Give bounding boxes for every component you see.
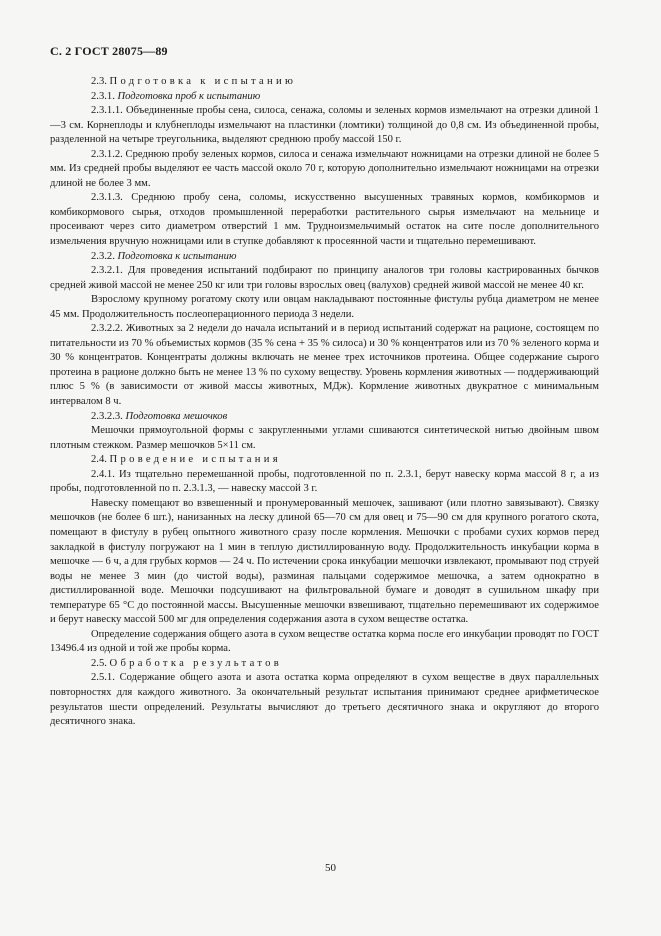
subsection-number: 2.3.2.3. <box>91 410 123 422</box>
section-heading <box>50 657 599 672</box>
subsection-title: Подготовка проб к испытанию <box>117 90 261 102</box>
section-title: Подготовка к испытанию <box>109 76 297 87</box>
paragraph: 2.5.1. Содержание общего азота и азота остатка корма определяют в сухом веществе в двух параллельных повторностях для каждого животного. За окончательный результат испытания принимают среднее арифметическое результатов шести определений. Результаты вычисляют до третьего десятичного знака и округляют до второго десятичного знака. <box>50 672 599 728</box>
section-number: 2.5. <box>91 657 107 669</box>
section-heading <box>50 453 599 468</box>
paragraph: Навеску помещают во взвешенный и пронумерованный мешочек, зашивают (или плотно завязывают). Связку мешочков (не более 6 шт.), нанизанных на леску длиной 65—70 см для овец и 75—90 см для крупного рогатого скота, помещают в фистулу в рубец опытного животного сразу после кормления. Мешочки с пробами сухих кормов перед закладкой в фистулу погружают на 1 мин в теплую дистиллированную воду. Продолжительность инкубации корма в мешочке — 6 ч, а для грубых кормов — 24 ч. По истечении срока инкубации мешочки извлекают, промывают под струей воды не менее 3 мин (до чистой воды), разминая пальцами содержимое мешочка, а затем однократно в дистиллированной воде. Мешочки подсушивают на фильтровальной бумаге и доводят в сушильном шкафу при температуре 65 °С до постоянной массы. Высушенные мешочки взвешивают, тщательно перемешивают их содержимое и берут навеску массой 500 мг для определения содержания азота в сухом веществе остатка. <box>50 497 599 626</box>
paragraph: 2.3.1.2. Среднюю пробу зеленых кормов, силоса и сенажа измельчают ножницами на отрезки длиной не более 5 мм. Из средней пробы выделяют ее часть массой около 70 г, которую дополнительно измельчают ножницами на отрезки длиной не более 3 мм. <box>50 148 599 189</box>
subsection-heading <box>50 410 599 425</box>
subsection-number: 2.3.1. <box>91 90 115 102</box>
paragraph: 2.3.2.2. Животных за 2 недели до начала испытаний и в период испытаний содержат на рационе, состоящем по питательности из 70 % объемистых кормов (35 % сена + 35 % силоса) и 30 % концентратов или из 70 % зеленого корма и 30 % концентратов. Концентраты должны включать не менее трех источников протеина. Общее содержание сырого протеина в рационе должно быть не менее 13 % по сухому веществу. Уровень кормления животных — поддерживающий плюс 5 % (в зависимости от живой массы животных, МДж). Кормление животных двукратное с минимальным интервалом 8 ч. <box>50 323 599 408</box>
section-number: 2.4. <box>91 454 107 466</box>
paragraph: 2.3.2.1. Для проведения испытаний подбирают по принципу аналогов три головы кастрированных бычков средней живой массой не менее 250 кг или три головы взрослых овец (валухов) средней живой массой не менее 40 кг. <box>50 265 599 291</box>
document-body <box>50 75 599 730</box>
section-title: Обработка результатов <box>109 657 283 669</box>
paragraph: Взрослому крупному рогатому скоту или овцам накладывают постоянные фистулы рубца диаметром не менее 45 мм. Продолжительность послеоперационного периода 3 недели. <box>50 294 599 320</box>
page-header: С. 2 ГОСТ 28075—89 <box>50 44 168 58</box>
paragraph: 2.4.1. Из тщательно перемешанной пробы, подготовленной по п. 2.3.1, берут навеску корма массой 8 г, а из пробы, подготовленной по п. 2.3.1.3, — навеску массой 3 г. <box>50 468 599 495</box>
page-number: 50 <box>325 862 336 874</box>
section-heading <box>50 75 599 90</box>
paragraph: Определение содержания общего азота в сухом веществе остатка корма после его инкубации проводят по ГОСТ 13496.4 из одной и той же пробы корма. <box>50 628 599 655</box>
section-title: Проведение испытания <box>109 454 281 466</box>
subsection-heading <box>50 250 599 265</box>
paragraph: Мешочки прямоугольной формы с закругленными углами сшиваются синтетической нитью двойным швом плотным стежком. Размер мешочков 5×11 см. <box>50 425 599 451</box>
paragraph: 2.3.1.3. Среднюю пробу сена, соломы, искусственно высушенных травяных кормов, комбикормов и комбикормового сырья, отходов промышленной переработки растительного сырья измельчают на мельнице и просеивают через сито диаметром отверстий 1 мм. Трудноизмельчимый остаток на сите после дополнительного измельчения вручную ножницами или в ступке добавляют к просеянной части и тщательно перемешивают. <box>50 192 599 248</box>
subsection-title: Подготовка к испытанию <box>117 250 237 262</box>
subsection-number: 2.3.2. <box>91 250 115 262</box>
subsection-heading <box>50 90 599 105</box>
paragraph: 2.3.1.1. Объединенные пробы сена, силоса, сенажа, соломы и зеленых кормов измельчают на отрезки длиной 1—3 см. Корнеплоды и клубнеплоды измельчают на пластинки (ломтики) толщиной до 0,8 см. Из объединенной пробы, разделенной на четыре треугольника, выделяют среднюю пробу массой 150 г. <box>50 105 599 146</box>
subsection-title: Подготовка мешочков <box>125 410 228 422</box>
section-number: 2.3. <box>91 76 107 87</box>
